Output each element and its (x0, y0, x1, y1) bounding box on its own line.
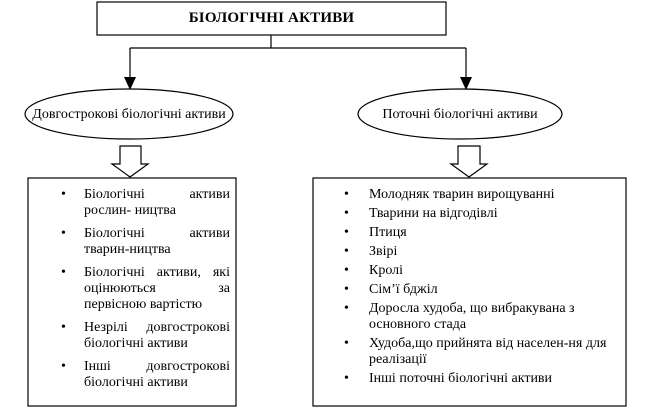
left-ellipse-label: Довгострокові біологічні активи (32, 106, 226, 122)
list-item: • Доросла худоба, що вибракувана з основного стада (369, 301, 619, 333)
diagram-title: БІОЛОГІЧНІ АКТИВИ (188, 10, 355, 26)
list-item: • Інші довгострокові біологічні активи (84, 359, 230, 391)
list-item: • Біологічні активи тварин-ництва (84, 226, 230, 258)
long-term-assets-list (84, 187, 230, 398)
right-arrow-head-icon (460, 77, 472, 90)
list-item: • Незрілі довгострокові біологічні активи (84, 320, 230, 352)
list-item: • Тварини на відгодівлі (369, 206, 619, 222)
right-ellipse-label: Поточні біологічні активи (382, 106, 538, 122)
list-item: • Кролі (369, 263, 619, 279)
list-item: • Молодняк тварин вирощуванні (369, 187, 619, 203)
left-hollow-arrow-icon (112, 146, 148, 177)
list-item: • Біологічні активи, які оцінюються за первісною вартістю (84, 265, 230, 313)
list-item: • Сім’ї бджіл (369, 282, 619, 298)
list-item: • Інші поточні біологічні активи (369, 371, 619, 387)
left-arrow-head-icon (124, 77, 136, 90)
list-item: • Біологічні активи рослин- ництва (84, 187, 230, 219)
current-assets-list (369, 187, 619, 390)
list-item: • Худоба,що прийнята від населен-ня для реалізації (369, 336, 619, 368)
list-item: • Звірі (369, 244, 619, 260)
right-hollow-arrow-icon (451, 146, 487, 177)
list-item: • Птиця (369, 225, 619, 241)
